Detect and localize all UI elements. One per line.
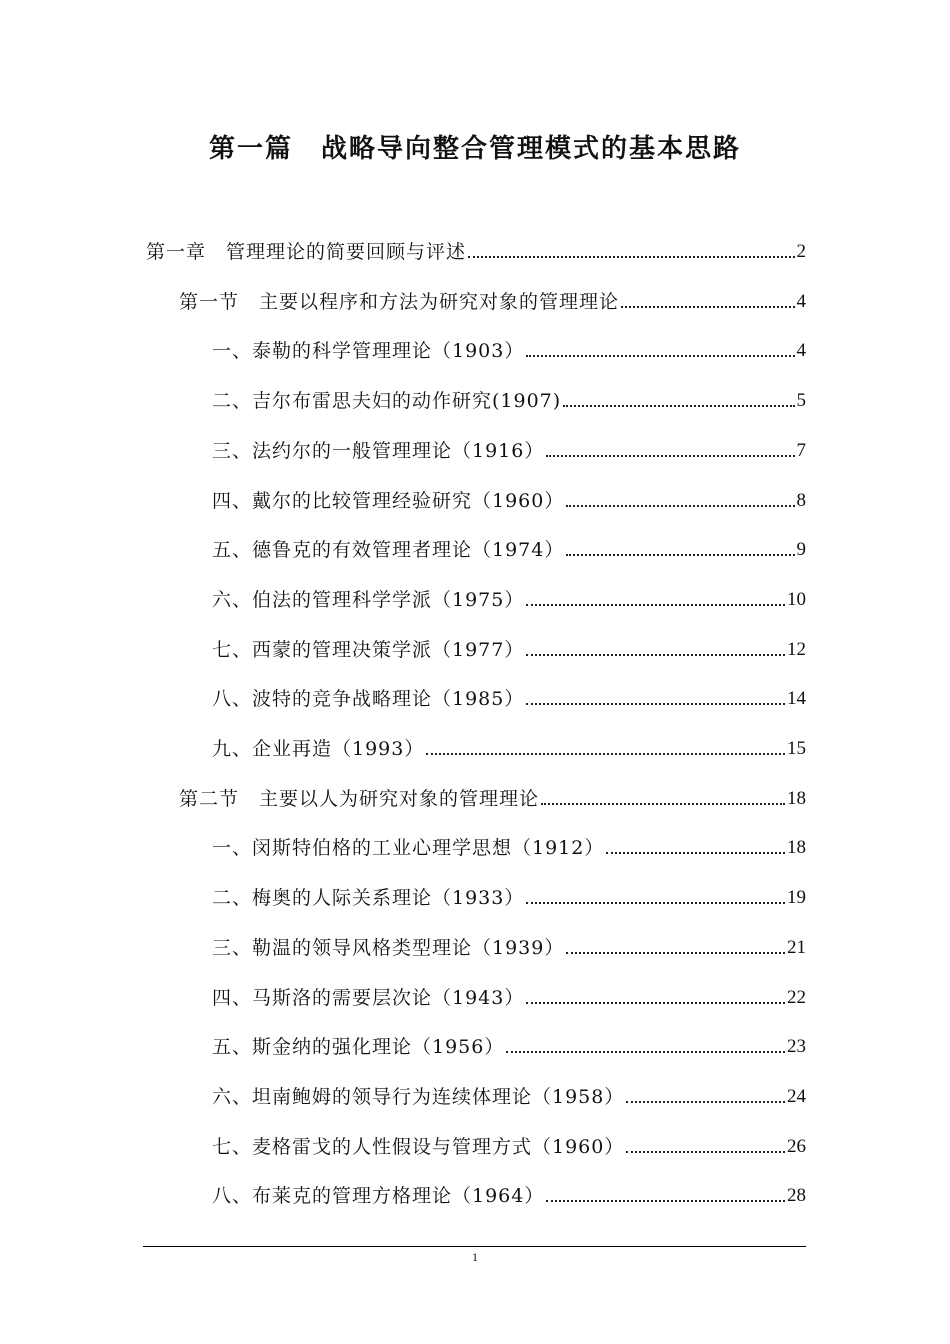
toc-entry[interactable] xyxy=(212,379,806,413)
toc-entry[interactable] xyxy=(179,280,806,314)
toc-entry-page-number: 10 xyxy=(787,588,806,610)
toc-entry-label: 八、布莱克的管理方格理论（1964） xyxy=(212,1185,545,1208)
toc-entry[interactable] xyxy=(212,1075,806,1109)
toc-entry-page-number: 4 xyxy=(796,290,806,312)
toc-entry-page-number: 12 xyxy=(787,638,806,660)
toc-dot-leader xyxy=(626,1151,785,1153)
toc-entry[interactable] xyxy=(212,429,806,463)
toc-entry-label: 六、伯法的管理科学学派（1975） xyxy=(212,588,525,611)
toc-entry-label: 二、吉尔布雷思夫妇的动作研究(1907) xyxy=(212,390,562,413)
toc-entry-page-number: 2 xyxy=(796,241,806,262)
toc-entry[interactable] xyxy=(212,479,806,513)
toc-entry[interactable] xyxy=(212,528,806,562)
toc-entry[interactable] xyxy=(212,926,806,960)
toc-entry[interactable] xyxy=(179,777,806,811)
toc-entry-label: 二、梅奥的人际关系理论（1933） xyxy=(212,887,525,910)
toc-entry-label: 六、坦南鲍姆的领导行为连续体理论（1958） xyxy=(212,1085,625,1108)
toc-entry-page-number: 23 xyxy=(787,1036,806,1058)
toc-dot-leader xyxy=(541,803,785,805)
toc-entry-page-number: 5 xyxy=(796,390,806,412)
footer-rule xyxy=(143,1246,806,1247)
toc-entry-label: 第一节 主要以程序和方法为研究对象的管理理论 xyxy=(179,290,620,313)
toc-dot-leader xyxy=(526,654,785,656)
toc-dot-leader xyxy=(563,405,794,407)
toc-dot-leader xyxy=(526,355,794,357)
toc-entry-page-number: 19 xyxy=(787,887,806,909)
toc-entry-page-number: 7 xyxy=(796,439,806,461)
toc-entry[interactable] xyxy=(212,628,806,662)
toc-entry[interactable] xyxy=(212,1125,806,1159)
toc-entry-page-number: 4 xyxy=(796,340,806,362)
toc-entry[interactable] xyxy=(212,1174,806,1208)
page-title: 第一篇 战略导向整合管理模式的基本思路 xyxy=(208,134,741,164)
toc-entry-label: 五、斯金纳的强化理论（1956） xyxy=(212,1036,505,1059)
toc-entry[interactable] xyxy=(212,826,806,860)
toc-entry-page-number: 21 xyxy=(787,936,806,958)
toc-entry-page-number: 28 xyxy=(787,1185,806,1207)
toc-dot-leader xyxy=(506,1051,785,1053)
toc-entry-label: 七、西蒙的管理决策学派（1977） xyxy=(212,638,525,661)
toc-dot-leader xyxy=(526,604,785,606)
toc-entry-label: 四、戴尔的比较管理经验研究（1960） xyxy=(212,489,565,512)
toc-dot-leader xyxy=(626,1101,785,1103)
toc-entry-page-number: 22 xyxy=(787,986,806,1008)
toc-dot-leader xyxy=(566,554,794,556)
toc-entry-label: 九、企业再造（1993） xyxy=(212,738,425,760)
toc-dot-leader xyxy=(606,852,785,854)
toc-entry[interactable] xyxy=(212,876,806,910)
footer-page-number: 1 xyxy=(472,1250,478,1264)
toc-entry[interactable] xyxy=(146,230,806,264)
toc-entry[interactable] xyxy=(212,677,806,711)
toc-entry[interactable] xyxy=(212,329,806,363)
toc-dot-leader xyxy=(526,1002,785,1004)
toc-entry[interactable] xyxy=(212,976,806,1010)
toc-dot-leader xyxy=(526,703,785,705)
toc-entry-page-number: 15 xyxy=(787,738,806,759)
toc-dot-leader xyxy=(621,306,794,308)
toc-dot-leader xyxy=(546,455,794,457)
toc-entry-page-number: 24 xyxy=(787,1085,806,1107)
toc-entry-page-number: 14 xyxy=(787,688,806,710)
toc-entry-label: 一、泰勒的科学管理理论（1903） xyxy=(212,340,525,363)
toc-entry-page-number: 18 xyxy=(787,837,806,859)
toc-entry-page-number: 9 xyxy=(796,539,806,561)
toc-entry-label: 第二节 主要以人为研究对象的管理理论 xyxy=(179,787,540,810)
toc-dot-leader xyxy=(526,902,785,904)
toc-dot-leader xyxy=(566,505,794,507)
toc-entry-label: 一、闵斯特伯格的工业心理学思想（1912） xyxy=(212,837,605,860)
toc-dot-leader xyxy=(468,256,794,258)
toc-entry-label: 八、波特的竞争战略理论（1985） xyxy=(212,688,525,711)
toc-entry-page-number: 26 xyxy=(787,1135,806,1157)
toc-entry-page-number: 18 xyxy=(787,787,806,809)
toc-entry-label: 第一章 管理理论的简要回顾与评述 xyxy=(146,241,467,263)
toc-entry[interactable] xyxy=(212,578,806,612)
toc-entry-label: 三、法约尔的一般管理理论（1916） xyxy=(212,439,545,462)
toc-entry-label: 四、马斯洛的需要层次论（1943） xyxy=(212,986,525,1009)
toc-entry-label: 七、麦格雷戈的人性假设与管理方式（1960） xyxy=(212,1135,625,1158)
toc-entry-label: 三、勒温的领导风格类型理论（1939） xyxy=(212,936,565,959)
toc-dot-leader xyxy=(566,952,785,954)
toc-dot-leader xyxy=(546,1200,785,1202)
toc-entry-page-number: 8 xyxy=(796,489,806,511)
toc-dot-leader xyxy=(426,753,785,755)
toc-entry[interactable] xyxy=(212,1025,806,1059)
toc-entry-label: 五、德鲁克的有效管理者理论（1974） xyxy=(212,539,565,562)
toc-entry[interactable] xyxy=(212,727,806,761)
